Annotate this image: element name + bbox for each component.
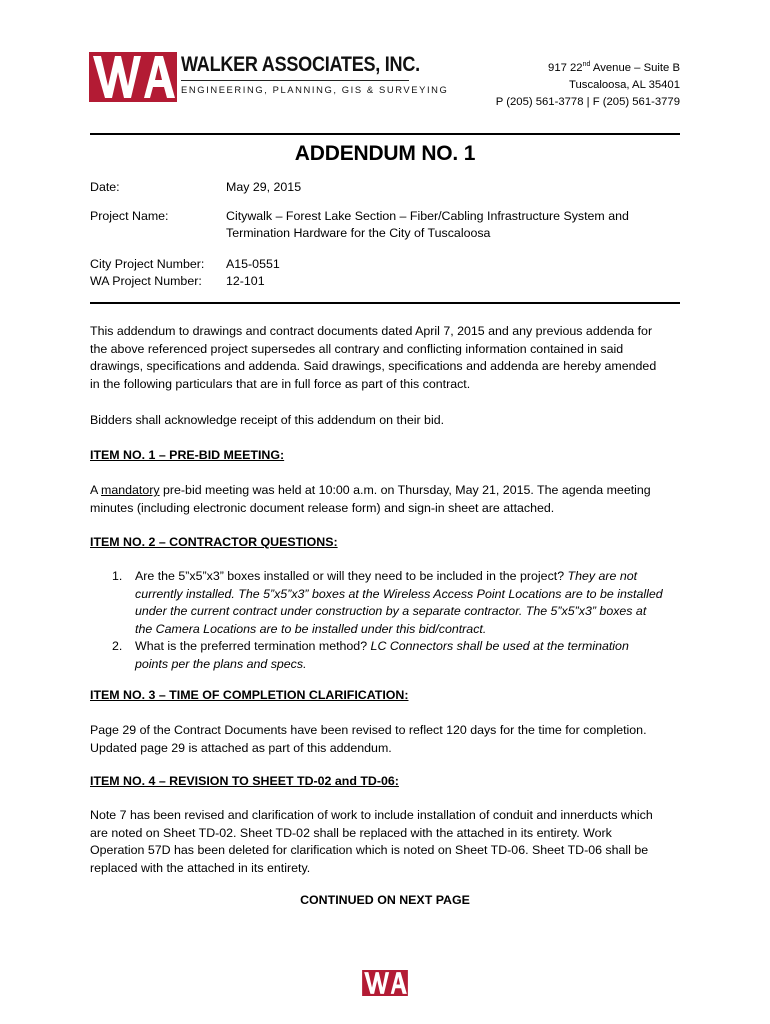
item3-heading: ITEM NO. 3 – TIME OF COMPLETION CLARIFICATION: [90,688,409,702]
item4-paragraph: Note 7 has been revised and clarification of work to include installation of conduit and innerducts which are noted on Sheet TD-02. Sheet TD-02 shall be replaced with the attached in its entirety. Work Operation 57D has been deleted for clarification which is noted on Sheet TD-06. Sheet TD-06 shall be replaced with the attached in its entirety. [90,808,653,875]
logo-divider [181,80,409,81]
project-name-value: Citywalk – Forest Lake Section – Fiber/Cabling Infrastructure System and Termination Hardware for the City of Tuscaloosa [226,209,629,240]
company-address [496,56,680,111]
wa-logo-mark [89,52,177,102]
footer-logo [362,970,408,996]
address-street: 917 22nd Avenue – Suite B [548,61,680,74]
list-item: 2. What is the preferred termination method? LC Connectors shall be used at the termination points per the plans and specs. [112,639,629,671]
document-title: ADDENDUM NO. 1 [294,142,476,165]
item2-heading: ITEM NO. 2 – CONTRACTOR QUESTIONS: [90,535,338,549]
city-project-number-value: A15-0551 [226,257,280,271]
date-label: Date: [90,180,120,194]
company-logo [89,52,449,102]
date-value: May 29, 2015 [226,180,302,194]
city-project-number-label: City Project Number: [90,257,205,271]
contractor-questions-list [112,568,672,673]
list-item: 1. Are the 5”x5”x3” boxes installed or will they need to be included in the project? They are not currently installed. The 5”x5”x3” boxes at the Wireless Access Point Locations are to be installed under the current contract under construction by a separate contractor. The 5”x5”x3” boxes at the Camera Locations are to be installed under this bid/contract. [112,569,663,636]
item4-heading: ITEM NO. 4 – REVISION TO SHEET TD-02 and TD-06: [90,774,399,788]
project-name-label: Project Name: [90,209,169,223]
item3-paragraph: Page 29 of the Contract Documents have been revised to reflect 120 days for the time for completion. Updated page 29 is attached as part of this addendum. [90,723,647,755]
fields-divider [90,302,680,304]
header-divider [90,133,680,135]
item1-heading: ITEM NO. 1 – PRE-BID MEETING: [90,448,285,462]
wa-project-number-label: WA Project Number: [90,274,202,288]
company-name: WALKER ASSOCIATES, INC. [181,53,420,76]
wa-project-number-value: 12-101 [226,274,265,288]
address-city: Tuscaloosa, AL 35401 [569,78,680,91]
address-phone: P (205) 561-3778 | F (205) 561-3779 [495,95,680,108]
acknowledge-paragraph: Bidders shall acknowledge receipt of this addendum on their bid. [90,413,445,427]
continued-note: CONTINUED ON NEXT PAGE [300,893,470,907]
intro-paragraph: This addendum to drawings and contract documents dated April 7, 2015 and any previous addenda for the above referenced project supersedes all contrary and conflicting information contained in said drawings, specifications and addenda. Said drawings, specifications and addenda are hereby amended in the following particulars that are in full force as part of this contract. [90,324,657,391]
item1-paragraph: A mandatory pre-bid meeting was held at 10:00 a.m. on Thursday, May 21, 2015. The agenda meeting minutes (including electronic document release form) and sign-in sheet are attached. [90,483,651,515]
company-tagline: ENGINEERING, PLANNING, GIS & SURVEYING [181,84,449,95]
